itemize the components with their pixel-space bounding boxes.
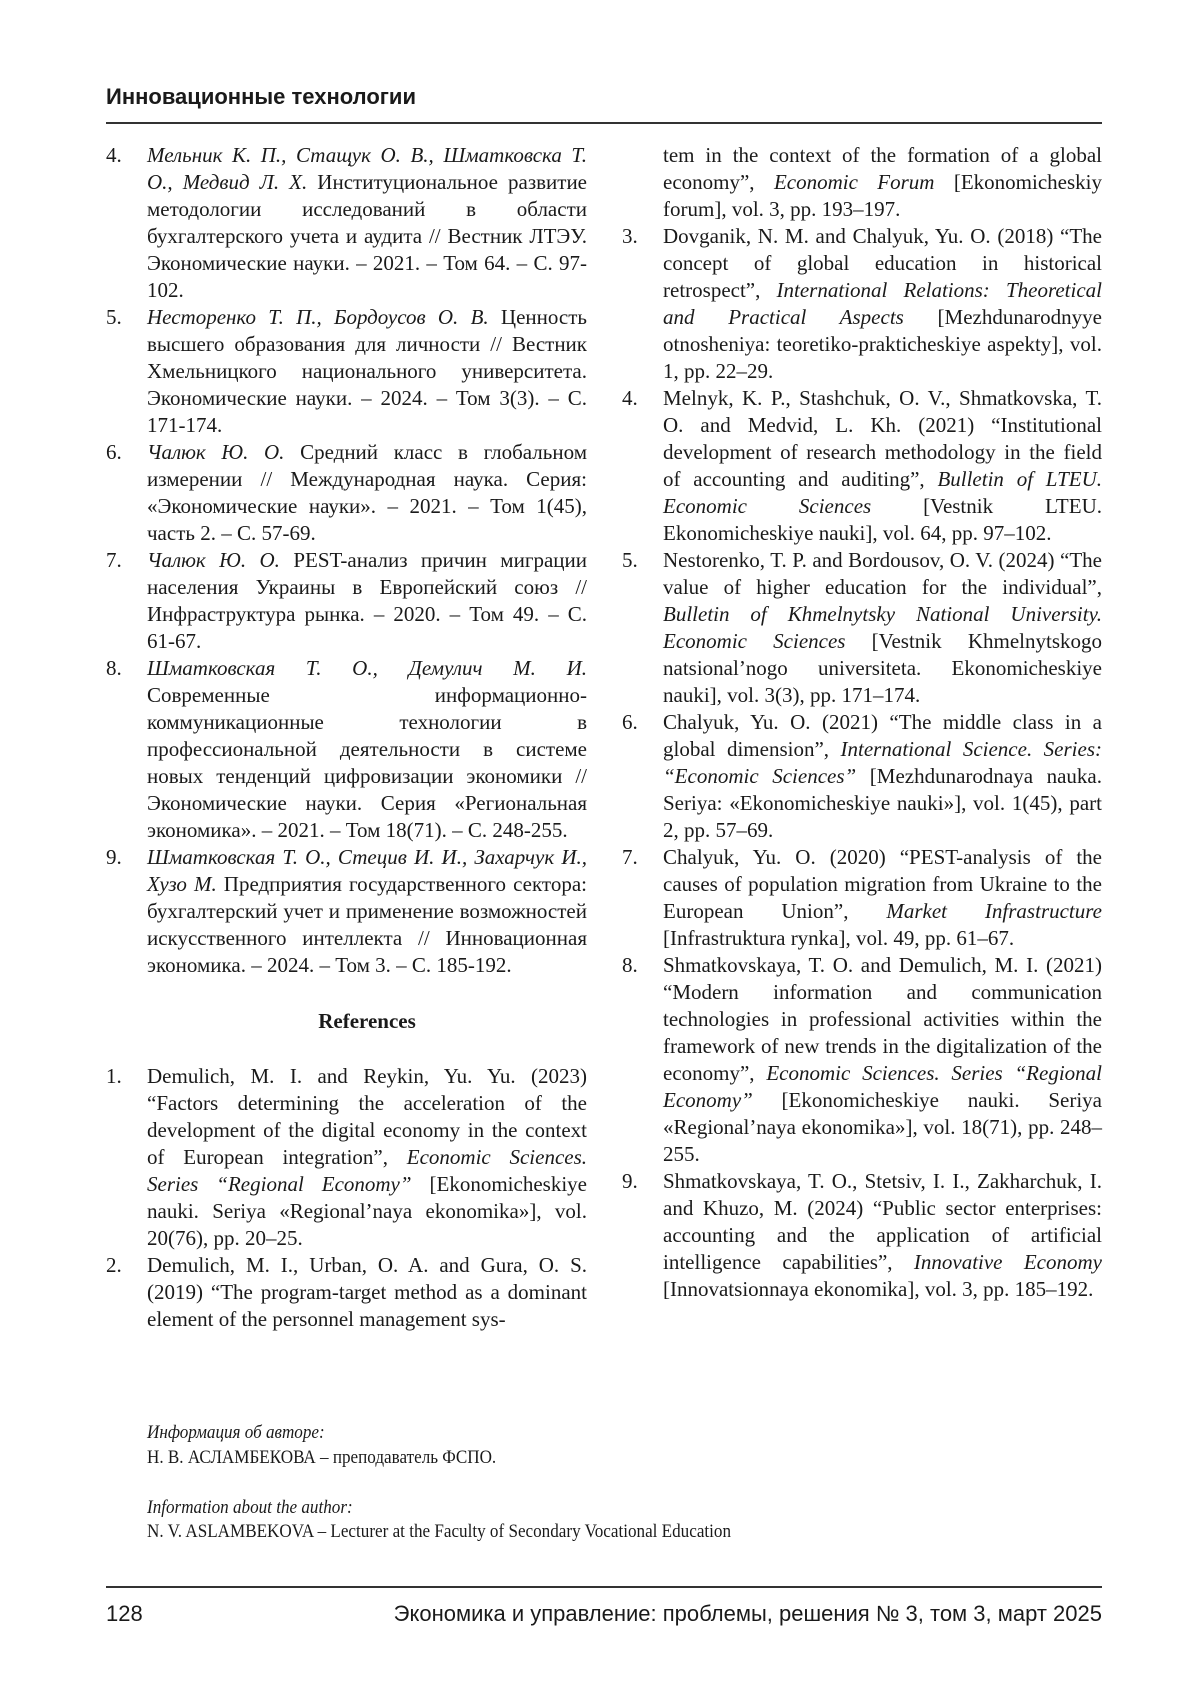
reference-continuation (622, 142, 1102, 223)
source-title: Мельник К. П., Стащук О. В., Шматковска Т. О., Медвид Л. Х. (147, 143, 587, 194)
reference-text: [Infrastruktura rynka], vol. 49, pp. 61–67. (663, 926, 1014, 950)
source-title: International Science. Series: “Economic Sciences” (663, 737, 1102, 788)
source-title: Innovative Economy (914, 1250, 1102, 1274)
source-title: Bulletin of LTEU. Economic Sciences (663, 467, 1102, 518)
reference-item (622, 385, 1102, 547)
source-title: Чалюк Ю. О. (147, 548, 280, 572)
reference-text: PEST-анализ причин миграции населения Украины в Европейский союз // Инфраструктура рынка. – 2020. – Том 49. – С. 61-67. (147, 548, 587, 653)
reference-number: 8. (106, 655, 122, 682)
reference-item (106, 439, 587, 547)
reference-number: 4. (622, 385, 638, 412)
reference-text: [Vestnik Khmelnytskogo natsional’nogo universiteta. Ekonomicheskiye nauki], vol. 3(3), pp. 171–174. (663, 629, 1102, 707)
reference-item (622, 223, 1102, 385)
right-column (622, 142, 1102, 1303)
russian-reference-list (106, 142, 587, 979)
reference-item (622, 1168, 1102, 1303)
references-heading: References (147, 1008, 587, 1035)
header-rule (106, 122, 1102, 124)
source-title: Economic Sciences. Series “Regional Economy” (147, 1145, 587, 1196)
reference-item (106, 547, 587, 655)
reference-text: tem in the context of the formation of a global economy”, (663, 143, 1102, 194)
running-header: Инновационные технологии (106, 84, 416, 110)
reference-text: [Vestnik LTEU. Ekonomicheskiye nauki], vol. 64, pp. 97–102. (663, 494, 1102, 545)
reference-text: Shmatkovskaya, T. O., Stetsiv, I. I., Zakharchuk, I. and Khuzo, M. (2024) “Public sector enterprises: accounting and the application of artificial intelligence capabilities”, (663, 1169, 1102, 1274)
reference-text: Средний класс в глобальном измерении // Международная наука. Серия: «Экономические науки». – 2021. – Том 1(45), часть 2. – С. 57-69. (147, 440, 587, 545)
source-title: Чалюк Ю. О. (147, 440, 284, 464)
author-info-en: N. V. ASLAMBEKOVA – Lecturer at the Faculty of Secondary Vocational Education (147, 1520, 731, 1544)
author-info-ru-label: Информация об авторе: (147, 1421, 325, 1445)
source-title: Шматковская Т. О., Стецив И. И., Захарчук И., Хузо М. (147, 845, 587, 896)
footer-rule (106, 1586, 1102, 1588)
source-title: Несторенко Т. П., Бордоусов О. В. (147, 305, 489, 329)
page-number: 128 (106, 1601, 143, 1627)
author-info-en-label: Information about the author: (147, 1496, 353, 1520)
reference-text: [Ekonomicheskiye nauki. Seriya «Regional’naya ekonomika»], vol. 18(71), pp. 248–255. (663, 1088, 1102, 1166)
reference-text: Chalyuk, Yu. O. (2021) “The middle class in a global dimension”, (663, 710, 1102, 761)
reference-text: Предприятия государственного сектора: бухгалтерский учет и применение возможностей искусственного интеллекта // Инновационная экономика. – 2024. – Том 3. – С. 185-192. (147, 872, 587, 977)
reference-number: 7. (106, 547, 122, 574)
reference-number: 8. (622, 952, 638, 979)
reference-number: 5. (622, 547, 638, 574)
reference-text: Melnyk, K. P., Stashchuk, O. V., Shmatkovska, T. O. and Medvid, L. Kh. (2021) “Institutional development of research methodology in the field of accounting and auditing”, (663, 386, 1102, 491)
reference-text: [Ekonomicheskiye nauki. Seriya «Regional’naya ekonomika»], vol. 20(76), pp. 20–25. (147, 1172, 587, 1250)
reference-item (106, 655, 587, 844)
left-column (106, 142, 587, 1333)
journal-info: Экономика и управление: проблемы, решения № 3, том 3, март 2025 (394, 1601, 1102, 1627)
reference-item (622, 844, 1102, 952)
reference-text: Demulich, M. I. and Reykin, Yu. Yu. (2023) “Factors determining the acceleration of the development of the digital economy in the context of European integration”, (147, 1064, 587, 1169)
reference-text: Институциональное развитие методологии исследований в области бухгалтерского учета и аудита // Вестник ЛТЭУ. Экономические науки. – 2021. – Том 64. – С. 97-102. (147, 170, 587, 302)
reference-text: Современные информационно-коммуникационные технологии в профессиональной деятельности в системе новых тенденций цифровизации экономики // Экономические науки. Серия «Региональная экономика». – 2021. – Том 18(71). – С. 248-255. (147, 683, 587, 842)
reference-number: 4. (106, 142, 122, 169)
source-title: Шматковская Т. О., Демулич М. И. (147, 656, 587, 680)
reference-item (106, 1252, 587, 1333)
reference-number: 7. (622, 844, 638, 871)
reference-item (106, 142, 587, 304)
reference-text: [Innovatsionnaya ekonomika], vol. 3, pp. 185–192. (663, 1277, 1093, 1301)
reference-item (106, 304, 587, 439)
reference-text: [Ekonomicheskiy forum], vol. 3, pp. 193–197. (663, 170, 1102, 221)
reference-number: 3. (622, 223, 638, 250)
reference-number: 9. (622, 1168, 638, 1195)
reference-item (106, 1063, 587, 1252)
reference-item (622, 952, 1102, 1168)
reference-number: 9. (106, 844, 122, 871)
reference-text: Ценность высшего образования для личности // Вестник Хмельницкого национального университета. Экономические науки. – 2024. – Том 3(3). – С. 171-174. (147, 305, 587, 437)
source-title: Market Infrastructure (886, 899, 1102, 923)
source-title: Economic Forum (774, 170, 935, 194)
reference-text: [Mezhdunarodnyye otnosheniya: teoretiko-prakticheskiye aspekty], vol. 1, pp. 22–29. (663, 305, 1102, 383)
reference-number: 5. (106, 304, 122, 331)
reference-text: Shmatkovskaya, T. O. and Demulich, M. I. (2021) “Modern information and communication technologies in professional activities within the framework of new trends in the digitalization of the economy”, (663, 953, 1102, 1085)
reference-text: Demulich, M. I., Urban, O. A. and Gura, O. S. (2019) “The program-target method as a dominant element of the personnel management sys- (147, 1253, 587, 1331)
reference-text: Dovganik, N. M. and Chalyuk, Yu. O. (2018) “The concept of global education in historical retrospect”, (663, 224, 1102, 302)
source-title: Bulletin of Khmelnytsky National University. Economic Sciences (663, 602, 1102, 653)
reference-text: [Mezhdunarodnaya nauka. Seriya: «Ekonomicheskiye nauki»], vol. 1(45), part 2, pp. 57–69. (663, 764, 1102, 842)
reference-number: 1. (106, 1063, 122, 1090)
reference-item (622, 547, 1102, 709)
reference-number: 6. (106, 439, 122, 466)
english-reference-list-right (622, 223, 1102, 1303)
reference-number: 6. (622, 709, 638, 736)
english-reference-list-left (106, 1063, 587, 1333)
source-title: Economic Sciences. Series “Regional Economy” (663, 1061, 1102, 1112)
reference-number: 2. (106, 1252, 122, 1279)
author-info-ru: Н. В. АСЛАМБЕКОВА – преподаватель ФСПО. (147, 1446, 496, 1470)
reference-text: Nestorenko, T. P. and Bordousov, O. V. (2024) “The value of higher education for the individual”, (663, 548, 1102, 599)
reference-item (622, 709, 1102, 844)
source-title: International Relations: Theoretical and Practical Aspects (663, 278, 1102, 329)
reference-text: Chalyuk, Yu. O. (2020) “PEST-analysis of the causes of population migration from Ukraine to the European Union”, (663, 845, 1102, 923)
reference-item (106, 844, 587, 979)
